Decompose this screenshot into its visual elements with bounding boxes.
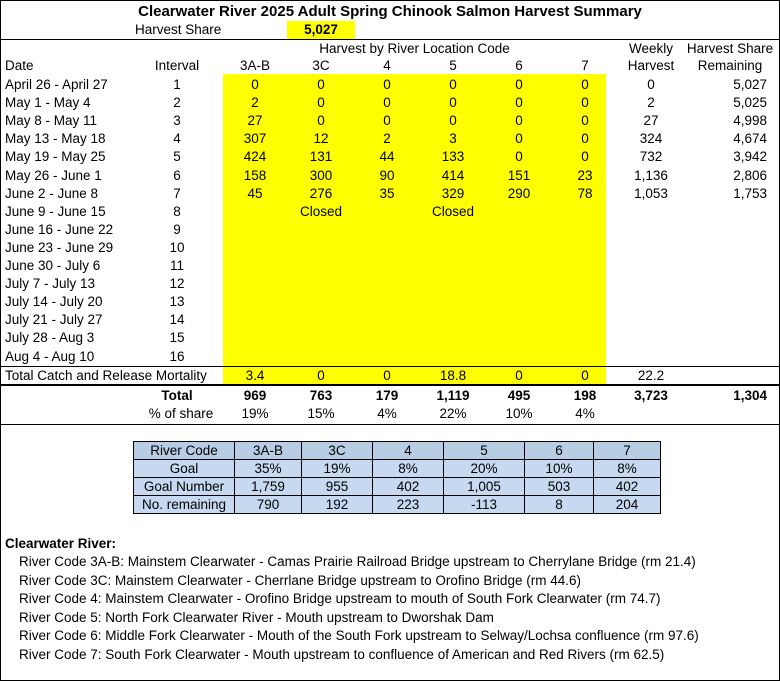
harvest-share-label: Harvest Share bbox=[135, 22, 222, 37]
row-harvest-value: 424 bbox=[243, 149, 267, 165]
row-harvest-value bbox=[488, 311, 550, 329]
goal-table-row bbox=[134, 460, 661, 478]
total-remaining: 1,304 bbox=[733, 388, 767, 403]
location-code-header: 6 bbox=[515, 58, 523, 73]
location-code-header: 7 bbox=[581, 58, 589, 73]
row-harvest-value bbox=[356, 275, 418, 293]
row-date: June 9 - June 15 bbox=[5, 203, 106, 219]
row-interval: 10 bbox=[169, 239, 185, 255]
mortality-value: 0 bbox=[383, 368, 391, 383]
row-interval: 15 bbox=[169, 330, 185, 346]
mortality-value: 3.4 bbox=[245, 368, 265, 383]
remaining-header-2: Remaining bbox=[697, 58, 763, 73]
weekly-header-2: Harvest bbox=[627, 58, 675, 73]
row-harvest-value bbox=[488, 329, 550, 347]
row-harvest-value: 0 bbox=[515, 149, 523, 165]
row-harvest-value: 0 bbox=[515, 95, 523, 111]
location-code-header: 3C bbox=[312, 58, 330, 73]
row-weekly-harvest: 1,136 bbox=[634, 167, 668, 183]
row-harvest-value: 3 bbox=[449, 131, 457, 147]
river-code-note: River Code 3C: Mainstem Clearwater - Cherrlane Bridge upstream to Orofino Bridge (rm 44.6) bbox=[19, 572, 581, 588]
row-share-remaining bbox=[681, 275, 767, 293]
row-harvest-value bbox=[224, 293, 286, 311]
row-harvest-value bbox=[488, 275, 550, 293]
row-interval: 7 bbox=[173, 185, 181, 201]
goal-table-header-cell: 6 bbox=[525, 442, 594, 460]
row-harvest-value: 276 bbox=[309, 185, 333, 201]
row-date: May 13 - May 18 bbox=[5, 131, 106, 147]
row-harvest-value: 44 bbox=[379, 149, 395, 165]
row-share-remaining bbox=[681, 293, 767, 311]
row-harvest-value bbox=[224, 311, 286, 329]
river-code-note: River Code 6: Middle Fork Clearwater - Mouth of the South Fork upstream to Selway/Lochsa confluence (rm 97.6) bbox=[19, 628, 699, 644]
row-interval: 13 bbox=[169, 294, 185, 310]
row-harvest-value: 12 bbox=[313, 131, 329, 147]
row-harvest-value bbox=[224, 257, 286, 275]
row-harvest-value: 35 bbox=[379, 185, 395, 201]
row-harvest-value bbox=[356, 203, 418, 221]
total-value: 198 bbox=[573, 388, 597, 403]
row-harvest-value bbox=[488, 257, 550, 275]
goal-table-cell: 1,759 bbox=[235, 478, 302, 496]
row-harvest-value bbox=[290, 348, 352, 366]
goal-table-cell: 19% bbox=[302, 460, 373, 478]
row-share-remaining: 1,753 bbox=[733, 185, 767, 201]
row-date: June 2 - June 8 bbox=[5, 185, 99, 201]
row-date: April 26 - April 27 bbox=[5, 77, 108, 92]
total-value: 763 bbox=[309, 388, 333, 403]
location-code-header: 4 bbox=[383, 58, 391, 73]
goal-table-header-row bbox=[134, 442, 661, 460]
section-rule bbox=[1, 424, 779, 425]
row-harvest-value: 0 bbox=[515, 131, 523, 147]
goal-table-header-cell: 5 bbox=[444, 442, 525, 460]
goal-table-cell: 1,005 bbox=[444, 478, 525, 496]
row-harvest-value bbox=[488, 348, 550, 366]
river-code-note: River Code 3A-B: Mainstem Clearwater - Camas Prairie Railroad Bridge upstream to Cherrylane Bridge (rm 21.4) bbox=[19, 554, 696, 569]
row-interval: 3 bbox=[173, 113, 181, 129]
row-harvest-value: 414 bbox=[441, 167, 465, 183]
row-harvest-value bbox=[488, 293, 550, 311]
row-share-remaining bbox=[681, 257, 767, 275]
row-harvest-value bbox=[356, 348, 418, 366]
row-harvest-value bbox=[290, 275, 352, 293]
goal-table-cell: 402 bbox=[594, 478, 661, 496]
row-date: July 28 - Aug 3 bbox=[5, 330, 95, 346]
row-date: July 14 - July 20 bbox=[5, 294, 103, 310]
goal-table-cell: Goal Number bbox=[134, 478, 235, 496]
total-label: Total bbox=[161, 388, 193, 403]
row-share-remaining bbox=[681, 329, 767, 347]
row-harvest-value bbox=[290, 257, 352, 275]
row-date: July 21 - July 27 bbox=[5, 312, 103, 328]
row-harvest-value: 0 bbox=[383, 77, 391, 92]
row-harvest-value bbox=[356, 293, 418, 311]
row-harvest-value: 329 bbox=[441, 185, 465, 201]
row-date: May 19 - May 25 bbox=[5, 149, 106, 165]
goal-table-header-cell: 4 bbox=[373, 442, 444, 460]
goal-table-cell: 8% bbox=[594, 460, 661, 478]
goal-table bbox=[133, 441, 661, 514]
row-harvest-value bbox=[488, 221, 550, 239]
interval-header: Interval bbox=[154, 58, 200, 73]
row-harvest-value: 0 bbox=[317, 113, 325, 129]
row-interval: 11 bbox=[169, 258, 184, 273]
row-harvest-value bbox=[224, 329, 286, 347]
row-harvest-value bbox=[422, 257, 484, 275]
total-value: 495 bbox=[507, 388, 531, 403]
row-harvest-value: 0 bbox=[515, 113, 523, 129]
row-harvest-value bbox=[356, 329, 418, 347]
row-harvest-value: 0 bbox=[449, 77, 457, 92]
row-harvest-value: 0 bbox=[317, 77, 325, 92]
row-harvest-value: 0 bbox=[515, 77, 523, 92]
mortality-label: Total Catch and Release Mortality bbox=[5, 368, 207, 383]
total-value: 1,119 bbox=[436, 388, 470, 403]
row-interval: 5 bbox=[173, 149, 181, 165]
row-share-remaining bbox=[681, 203, 767, 221]
goal-table-header-cell: 3C bbox=[302, 442, 373, 460]
row-share-remaining: 4,674 bbox=[733, 131, 767, 147]
goal-table-header-cell: 7 bbox=[594, 442, 661, 460]
row-share-remaining: 3,942 bbox=[733, 149, 767, 165]
row-harvest-value: 90 bbox=[379, 167, 395, 183]
goal-table-cell: 223 bbox=[373, 496, 444, 514]
row-date: June 30 - July 6 bbox=[5, 258, 101, 273]
row-harvest-value bbox=[290, 293, 352, 311]
row-date: Aug 4 - Aug 10 bbox=[5, 348, 95, 364]
mortality-value: 0 bbox=[515, 368, 523, 383]
row-harvest-value: 0 bbox=[581, 149, 589, 165]
row-harvest-value bbox=[290, 329, 352, 347]
row-harvest-value: 45 bbox=[247, 185, 263, 201]
mortality-value: 18.8 bbox=[439, 368, 467, 383]
row-share-remaining: 5,027 bbox=[733, 77, 767, 92]
row-harvest-value bbox=[224, 221, 286, 239]
share-value: 22% bbox=[439, 406, 467, 421]
row-share-remaining bbox=[681, 221, 767, 239]
river-code-note: River Code 4: Mainstem Clearwater - Orofino Bridge upstream to mouth of South Fork Clearwater (rm 74.7) bbox=[19, 591, 661, 607]
row-share-remaining: 4,998 bbox=[733, 113, 767, 129]
goal-table-cell: 204 bbox=[594, 496, 661, 514]
weekly-header-1: Weekly bbox=[628, 41, 673, 56]
share-value: 10% bbox=[505, 406, 533, 421]
row-harvest-value bbox=[488, 203, 550, 221]
row-weekly-harvest: 732 bbox=[639, 149, 663, 165]
row-harvest-value: 131 bbox=[309, 149, 333, 165]
row-harvest-value: 290 bbox=[507, 185, 531, 201]
row-harvest-value: 0 bbox=[251, 77, 259, 92]
row-harvest-value bbox=[224, 348, 286, 366]
row-harvest-value bbox=[356, 257, 418, 275]
share-value: 15% bbox=[307, 406, 335, 421]
row-harvest-value: 300 bbox=[309, 167, 333, 183]
row-harvest-value: Closed bbox=[299, 203, 343, 219]
row-harvest-value: 0 bbox=[581, 77, 589, 92]
row-harvest-value: 0 bbox=[449, 95, 457, 111]
row-date: June 23 - June 29 bbox=[5, 239, 114, 255]
goal-table-cell: 790 bbox=[235, 496, 302, 514]
row-date: July 7 - July 13 bbox=[5, 276, 96, 292]
row-harvest-value: 0 bbox=[581, 131, 589, 147]
share-label: % of share bbox=[148, 406, 214, 421]
goal-table-cell: 8 bbox=[525, 496, 594, 514]
row-interval: 4 bbox=[173, 131, 181, 147]
goal-table-row bbox=[134, 478, 661, 496]
mortality-value: 0 bbox=[317, 368, 325, 383]
goal-table-cell: 10% bbox=[525, 460, 594, 478]
page-title: Clearwater River 2025 Adult Spring Chinook Salmon Harvest Summary bbox=[138, 3, 642, 20]
share-value: 4% bbox=[575, 406, 595, 421]
row-share-remaining: 5,025 bbox=[733, 95, 767, 111]
row-harvest-value bbox=[422, 275, 484, 293]
row-weekly-harvest: 0 bbox=[647, 77, 655, 92]
river-code-note: River Code 5: North Fork Clearwater River - Mouth upstream to Dworshak Dam bbox=[19, 609, 494, 625]
location-code-header: 5 bbox=[449, 58, 457, 73]
row-interval: 2 bbox=[173, 95, 181, 111]
row-interval: 12 bbox=[169, 276, 185, 292]
row-interval: 8 bbox=[173, 203, 181, 219]
goal-table-cell: 20% bbox=[444, 460, 525, 478]
row-harvest-value bbox=[422, 329, 484, 347]
goal-table-cell: 35% bbox=[235, 460, 302, 478]
row-share-remaining bbox=[681, 311, 767, 329]
row-date: June 16 - June 22 bbox=[5, 221, 114, 237]
row-harvest-value: 0 bbox=[581, 113, 589, 129]
row-weekly-harvest: 27 bbox=[643, 113, 659, 129]
row-harvest-value: 0 bbox=[383, 113, 391, 129]
row-harvest-value: 0 bbox=[449, 113, 457, 129]
row-harvest-value: 158 bbox=[243, 167, 267, 183]
row-harvest-value: 23 bbox=[577, 167, 593, 183]
goal-table-header-cell: River Code bbox=[134, 442, 235, 460]
row-harvest-value: 27 bbox=[247, 113, 263, 129]
row-interval: 1 bbox=[173, 77, 181, 92]
row-harvest-value bbox=[356, 311, 418, 329]
goal-table-cell: 192 bbox=[302, 496, 373, 514]
goal-table-cell: 503 bbox=[525, 478, 594, 496]
location-group-header: Harvest by River Location Code bbox=[319, 41, 510, 56]
total-value: 969 bbox=[243, 388, 267, 403]
date-header: Date bbox=[5, 58, 34, 73]
mortality-weekly: 22.2 bbox=[637, 368, 665, 383]
row-harvest-value: 0 bbox=[383, 95, 391, 111]
row-harvest-value bbox=[290, 239, 352, 257]
row-weekly-harvest: 1,053 bbox=[634, 185, 668, 201]
row-date: May 8 - May 11 bbox=[5, 113, 98, 129]
row-harvest-value bbox=[224, 275, 286, 293]
row-harvest-value bbox=[356, 221, 418, 239]
goal-table-row bbox=[134, 496, 661, 514]
row-interval: 16 bbox=[169, 348, 185, 364]
remaining-header-1: Harvest Share bbox=[686, 41, 774, 56]
row-harvest-value bbox=[422, 293, 484, 311]
row-harvest-value: 2 bbox=[383, 131, 391, 147]
goal-table-cell: Goal bbox=[134, 460, 235, 478]
row-harvest-value: Closed bbox=[431, 203, 475, 219]
row-interval: 14 bbox=[169, 312, 185, 328]
goal-table-header-cell: 3A-B bbox=[235, 442, 302, 460]
row-share-remaining bbox=[681, 239, 767, 257]
row-harvest-value: 2 bbox=[251, 95, 259, 111]
row-harvest-value: 0 bbox=[581, 95, 589, 111]
row-harvest-value: 0 bbox=[317, 95, 325, 111]
row-share-remaining bbox=[681, 348, 767, 366]
row-harvest-value bbox=[290, 221, 352, 239]
total-weekly: 3,723 bbox=[634, 388, 668, 403]
row-harvest-value bbox=[290, 311, 352, 329]
row-interval: 9 bbox=[173, 221, 181, 237]
row-harvest-value bbox=[422, 348, 484, 366]
row-harvest-value bbox=[224, 239, 286, 257]
goal-table-cell: No. remaining bbox=[134, 496, 235, 514]
row-harvest-value: 78 bbox=[577, 185, 593, 201]
row-date: May 1 - May 4 bbox=[5, 95, 91, 111]
notes-heading: Clearwater River: bbox=[5, 536, 117, 551]
row-harvest-value bbox=[422, 311, 484, 329]
row-harvest-value: 133 bbox=[441, 149, 465, 165]
row-weekly-harvest: 2 bbox=[647, 95, 655, 111]
goal-table-cell: -113 bbox=[444, 496, 525, 514]
share-value: 4% bbox=[377, 406, 397, 421]
row-harvest-value bbox=[422, 239, 484, 257]
mortality-value: 0 bbox=[581, 368, 589, 383]
goal-table-cell: 8% bbox=[373, 460, 444, 478]
row-date: May 26 - June 1 bbox=[5, 167, 102, 183]
row-harvest-value bbox=[224, 203, 286, 221]
row-harvest-value: 151 bbox=[507, 167, 531, 183]
harvest-share-value: 5,027 bbox=[304, 22, 338, 37]
row-harvest-value: 307 bbox=[243, 131, 267, 147]
goal-table-cell: 402 bbox=[373, 478, 444, 496]
location-code-header: 3A-B bbox=[239, 58, 270, 73]
row-weekly-harvest: 324 bbox=[639, 131, 663, 147]
total-value: 179 bbox=[375, 388, 399, 403]
row-harvest-value bbox=[356, 239, 418, 257]
share-value: 19% bbox=[241, 406, 269, 421]
row-harvest-value bbox=[422, 221, 484, 239]
river-code-note: River Code 7: South Fork Clearwater - Mouth upstream to confluence of American and Red Rivers (rm 62.5) bbox=[19, 647, 665, 662]
goal-table-cell: 955 bbox=[302, 478, 373, 496]
row-harvest-value bbox=[488, 239, 550, 257]
row-interval: 6 bbox=[173, 167, 181, 183]
row-share-remaining: 2,806 bbox=[733, 167, 767, 183]
